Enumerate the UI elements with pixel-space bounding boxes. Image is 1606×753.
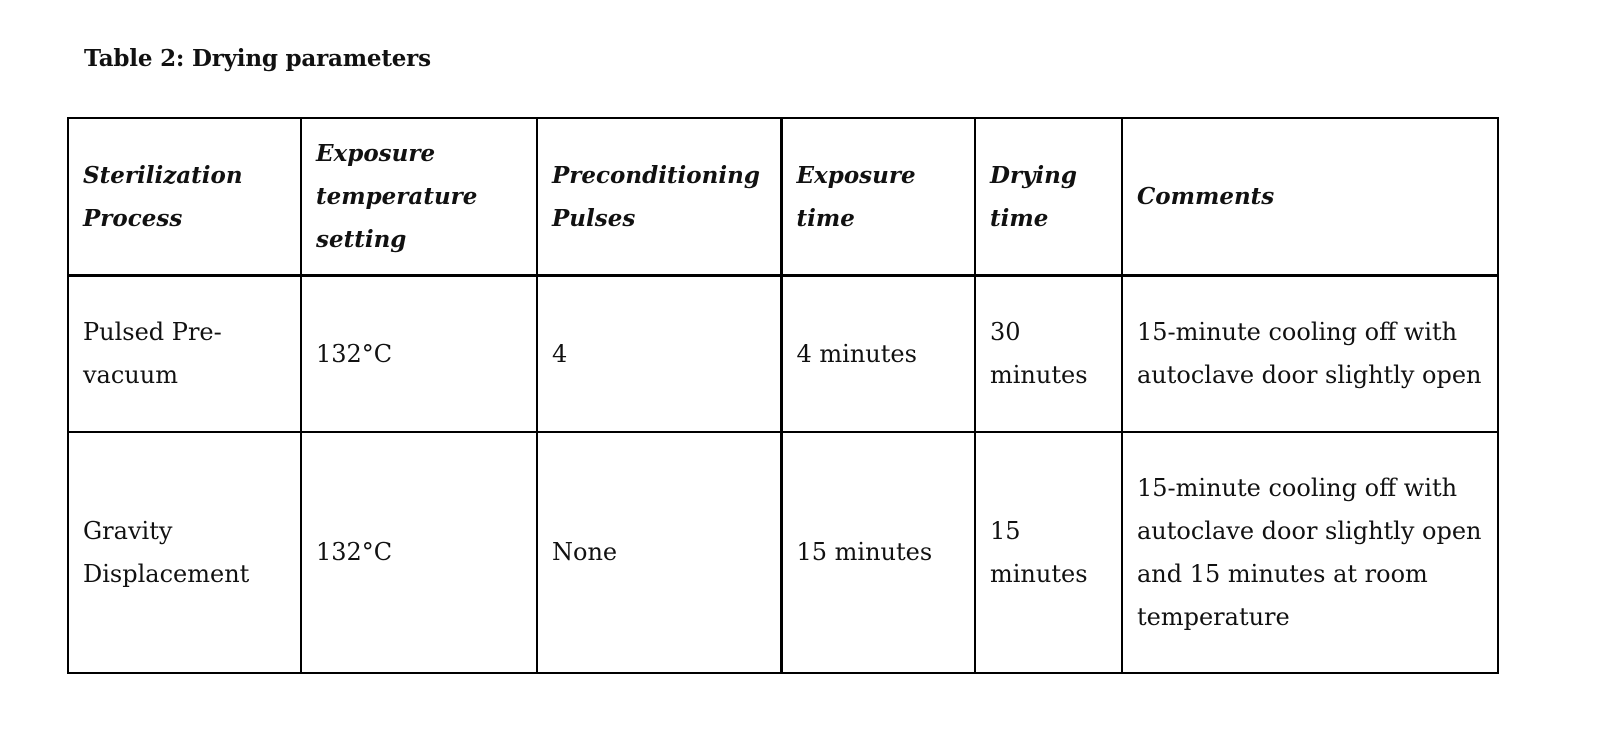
header-preconditioning-pulses: Preconditioning Pulses xyxy=(537,118,781,276)
drying-parameters-table xyxy=(67,117,1499,674)
table-row xyxy=(68,432,1498,673)
cell-exposure-time: 15 minutes xyxy=(781,432,975,673)
cell-temperature: 132°C xyxy=(301,276,537,433)
cell-process: Gravity Displacement xyxy=(68,432,301,673)
header-row xyxy=(68,118,1498,276)
table-row xyxy=(68,276,1498,433)
cell-drying-time: 30 minutes xyxy=(975,276,1122,433)
header-drying-time: Drying time xyxy=(975,118,1122,276)
table-caption: Table 2: Drying parameters xyxy=(84,45,431,72)
header-exposure-time: Exposure time xyxy=(781,118,975,276)
cell-comments: 15-minute cooling off with autoclave door slightly open and 15 minutes at room temperature xyxy=(1122,432,1498,673)
cell-drying-time: 15 minutes xyxy=(975,432,1122,673)
cell-exposure-time: 4 minutes xyxy=(781,276,975,433)
cell-pulses: None xyxy=(537,432,781,673)
header-exposure-temperature: Exposure temperature setting xyxy=(301,118,537,276)
cell-comments: 15-minute cooling off with autoclave door slightly open xyxy=(1122,276,1498,433)
cell-process: Pulsed Pre-vacuum xyxy=(68,276,301,433)
header-sterilization-process: Sterilization Process xyxy=(68,118,301,276)
header-comments: Comments xyxy=(1122,118,1498,276)
cell-pulses: 4 xyxy=(537,276,781,433)
cell-temperature: 132°C xyxy=(301,432,537,673)
